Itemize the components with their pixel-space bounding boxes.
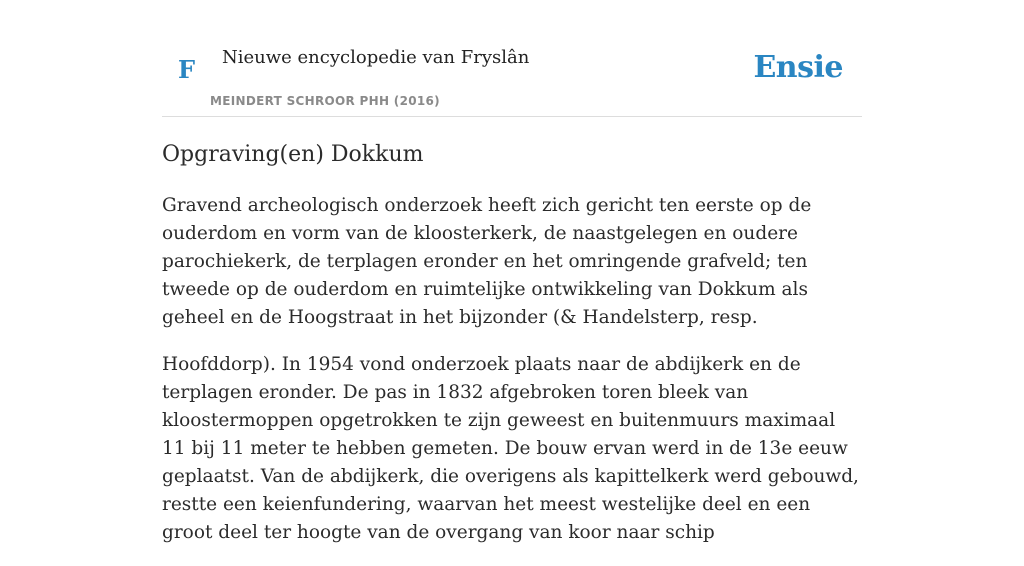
article-title: Opgraving(en) Dokkum (162, 142, 424, 167)
article-paragraph: Gravend archeologisch onderzoek heeft zich gericht ten eerste op de ouderdom en vorm van de kloosterkerk, de naastgelegen en oudere parochiekerk, de terplagen eronder en het omringende grafveld; ten tweede op de ouderdom en ruimtelijke ontwikkeling van Dokkum als geheel en de Hoogstraat in het bijzonder (& Handelsterp, resp. (162, 195, 812, 328)
site-header (162, 0, 862, 117)
article-body (162, 192, 862, 566)
article-paragraph: Hoofddorp). In 1954 vond onderzoek plaats naar de abdijkerk en de terplagen eronder. De pas in 1832 afgebroken toren bleek van kloostermoppen opgetrokken te zijn geweest en buitenmuurs maximaal 11 bij 11 meter te hebben gemeten. De bouw ervan werd in de 13e eeuw geplaatst. Van de abdijkerk, die overigens als kapittelkerk werd gebouwd, restte een keienfundering, waarvan het meest westelijke deel en een groot deel ter hoogte van de overgang van koor naar schip (162, 354, 859, 543)
book-author: MEINDERT SCHROOR PHH (2016) (210, 94, 440, 108)
source-logo[interactable]: F (178, 55, 196, 84)
brand-logo[interactable]: Ensie (753, 50, 843, 85)
book-title[interactable]: Nieuwe encyclopedie van Fryslân (222, 47, 530, 68)
